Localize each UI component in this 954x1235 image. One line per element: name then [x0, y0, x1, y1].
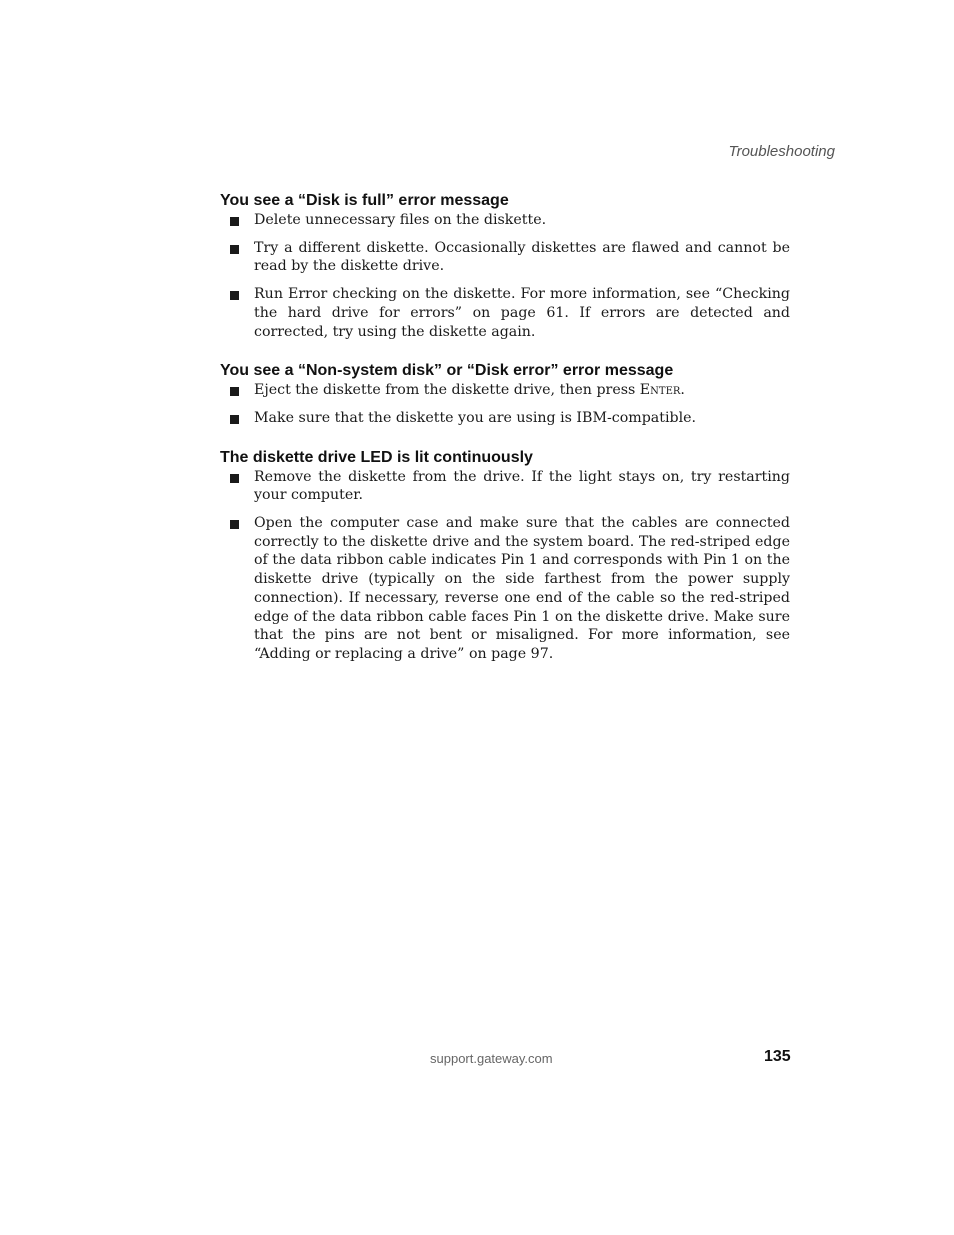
square-bullet-icon [230, 245, 239, 254]
keyboard-key-label: Enter [639, 382, 681, 399]
square-bullet-icon [230, 520, 239, 529]
list-item [220, 409, 790, 428]
list-item [220, 285, 790, 341]
list-item-text: Remove the diskette from the drive. If the light stays on, try restarting your computer. [254, 468, 790, 504]
section-disk-full [220, 191, 790, 341]
list-item-text: Run Error checking on the diskette. For more information, see “Checking the hard drive for errors” on page 61. If errors are detected and corrected, try using the diskette again. [254, 286, 790, 340]
list-item-text: Make sure that the diskette you are using is IBM-compatible. [254, 409, 697, 426]
footer-url: support.gateway.com [430, 1051, 553, 1066]
page-number: 135 [764, 1048, 791, 1065]
list-item [220, 468, 790, 505]
bullet-list [220, 381, 790, 427]
section-heading: You see a “Disk is full” error message [220, 192, 509, 209]
square-bullet-icon [230, 474, 239, 483]
square-bullet-icon [230, 217, 239, 226]
page-content [220, 191, 790, 684]
list-item [220, 381, 790, 400]
list-item-text: Open the computer case and make sure that the cables are connected correctly to the diskette drive and the system board. The red-striped edge of the data ribbon cable indicates Pin 1 and corresponds with Pin 1 on the diskette drive (typically on the side farthest from the power supply connection). If necessary, reverse one end of the cable so the red-striped edge of the data ribbon cable faces Pin 1 on the diskette drive. Make sure that the pins are not bent or misaligned. For more information, see “Adding or replacing a drive” on page 97. [254, 515, 790, 662]
section-led-lit [220, 448, 790, 664]
section-non-system-disk [220, 361, 790, 427]
list-item-text: Try a different diskette. Occasionally diskettes are flawed and cannot be read by the diskette drive. [254, 239, 790, 275]
section-heading: The diskette drive LED is lit continuously [220, 448, 533, 466]
section-heading: You see a “Non-system disk” or “Disk error” error message [220, 362, 674, 380]
list-item-text: Eject the diskette from the diskette drive, then press [254, 382, 640, 399]
square-bullet-icon [230, 415, 239, 424]
bullet-list [220, 468, 790, 664]
list-item [220, 514, 790, 664]
bullet-list [220, 211, 790, 341]
list-item [220, 239, 790, 276]
list-item-text-end: . [680, 382, 685, 399]
square-bullet-icon [230, 387, 239, 396]
list-item-text: Delete unnecessary files on the diskette. [254, 212, 547, 228]
square-bullet-icon [230, 291, 239, 300]
list-item [220, 211, 790, 230]
running-header: Troubleshooting [728, 143, 835, 160]
